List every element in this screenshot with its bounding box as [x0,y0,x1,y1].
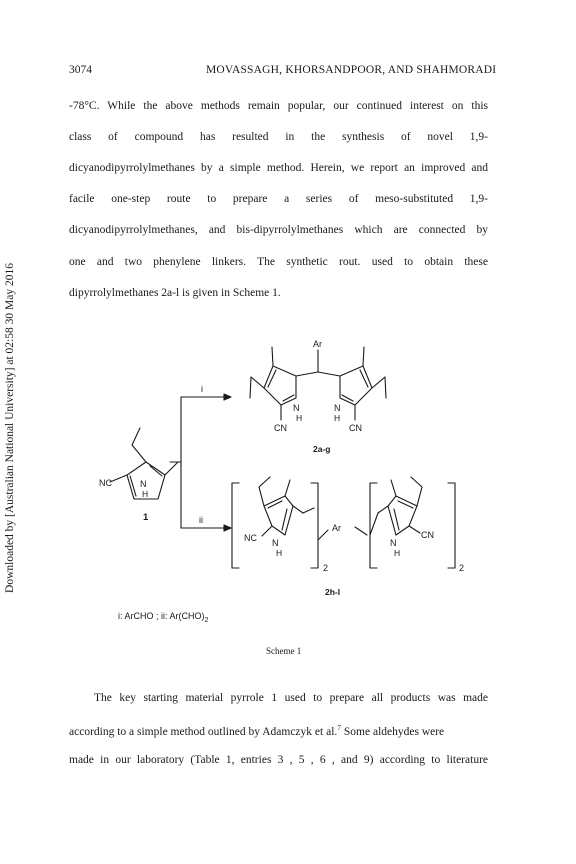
route-ii-label: ii [199,515,203,525]
atom-label: NC [99,478,112,488]
compound-label-2a-g: 2a-g [313,444,331,454]
text-line: -78°C. While the above methods remain popular, our continued interest on this [69,100,488,112]
atom-label: CN [274,423,287,433]
running-head: MOVASSAGH, KHORSANDPOOR, AND SHAHMORADI [206,64,497,76]
atom-label: H [142,489,149,499]
atom-label: 2 [459,563,465,573]
text-span: Some aldehydes were [341,725,445,738]
route-i-label: i [201,384,203,394]
atom-label: H [296,413,303,423]
reference-superscript: 7 [337,723,342,732]
bis-dipyrrolylmethane-2h-l-structure [232,477,455,568]
dipyrrolylmethane-2a-g-structure [250,347,386,420]
compound-label-2h-l: 2h-l [325,587,341,597]
atom-label: N [272,538,279,548]
reagents-subscript: 2 [204,617,209,624]
reaction-arrows [170,394,231,531]
atom-label: Ar [313,339,322,349]
text-line: dipyrrolylmethanes 2a-l is given in Scheme 1. [69,287,281,299]
text-line: one and two phenylene linkers. The synthetic rout. used to obtain these [69,256,488,268]
text-line: facile one-step route to prepare a series of meso-substituted 1,9- [69,193,488,205]
atom-label: N [390,538,397,548]
atom-label: N [293,403,300,413]
atom-label: N [334,403,341,413]
text-line-head [69,723,444,738]
compound-label-1: 1 [143,512,149,523]
atom-label: CN [349,423,362,433]
text-span: according to a simple method outlined by Adamczyk et al. [69,725,338,738]
text-line: made in our laboratory (Table 1, entries 3 , 5 , 6 , and 9) according to literature [69,754,488,766]
text-line [69,723,488,738]
reagents-text: i: ArCHO ; ii: Ar(CHO) [118,611,205,621]
atom-label: 2 [323,563,329,573]
text-line: dicyanodipyrrolylmethanes, and bis-dipyrrolylmethanes which are connected by [69,224,488,236]
text-line: The key starting material pyrrole 1 used to prepare all products was made [94,692,488,704]
atom-label: H [394,548,401,558]
scheme-caption: Scheme 1 [266,646,302,656]
page-number: 3074 [69,64,92,76]
atom-label: Ar [332,523,341,533]
text-line: class of compound has resulted in the synthesis of novel 1,9- [69,131,488,143]
atom-label: NC [244,533,257,543]
atom-label: H [334,413,341,423]
reagents-legend [118,611,209,624]
atom-label: CN [421,530,434,540]
text-line: dicyanodipyrrolylmethanes by a simple method. Herein, we report an improved and [69,162,488,174]
atom-label: N [140,479,147,489]
download-watermark: Downloaded by [Australian National University] at 02:58 30 May 2016 [4,263,16,593]
atom-label: H [276,548,283,558]
